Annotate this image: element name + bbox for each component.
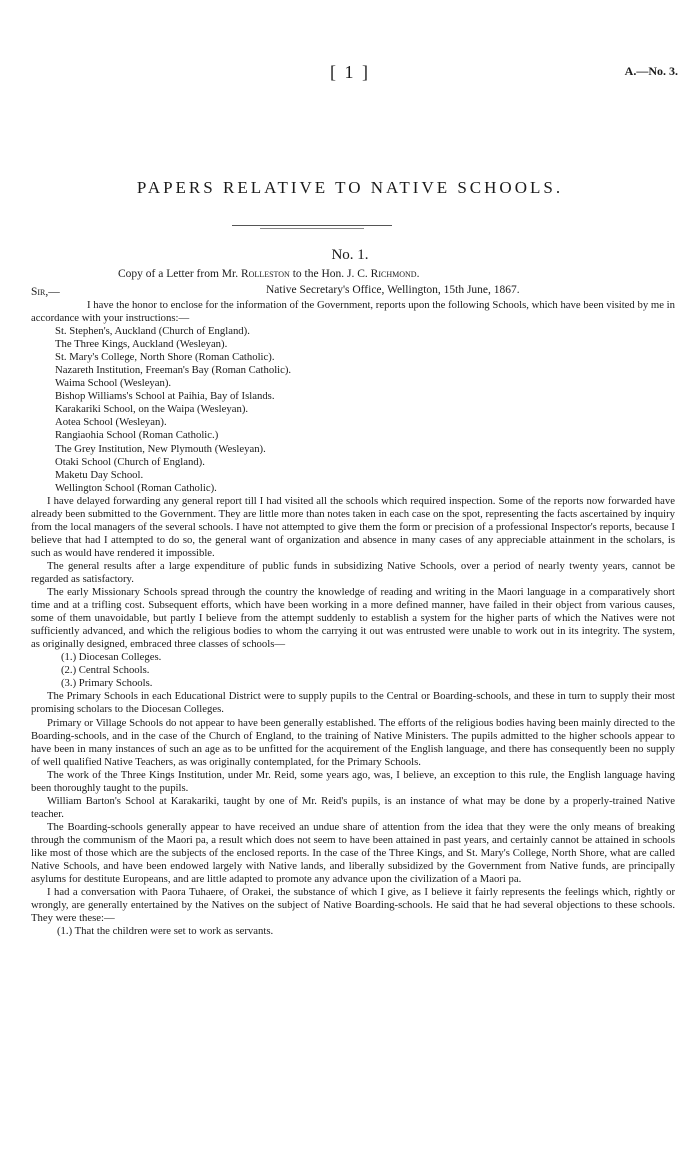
paragraph: Primary or Village Schools do not appear to have been generally established. The efforts of the religious bodies having been mainly directed to the Boarding-schools, and in the case of the Church of England, to the training of Native Ministers. The pupils admitted to the higher schools appear to have been in many instances of such an age as to be unfitted for the acquirement of the English language, and there has consequently been no supply of well qualified Native Teachers, as was originally contemplated, for the Primary Schools. <box>31 716 675 768</box>
document-reference: A.—No. 3. <box>624 64 678 78</box>
list-item: (1.) Diocesan Colleges. <box>61 651 162 664</box>
objection-list <box>31 925 675 938</box>
paragraph: I have the honor to enclose for the information of the Government, reports upon the following Schools, which have been visited by me in accordance with your instructions:— <box>31 299 675 325</box>
document-number: No. 1. <box>331 247 369 263</box>
list-item: The Grey Institution, New Plymouth (Wesleyan). <box>55 442 266 455</box>
letter-to-name: Richmond <box>370 268 417 280</box>
school-class-list <box>31 651 675 690</box>
letter-from-name: Rolleston <box>240 268 290 280</box>
list-item: St. Stephen's, Auckland (Church of England). <box>55 325 250 338</box>
paragraph: I have delayed forwarding any general report till I had visited all the schools which required inspection. Some of the reports now forwarded have already been submitted to the Government. They are little more than notes taken in each case on the spot, representing the facts ascertained by inquiry from the local managers of the several schools. I have not attempted to give them the form or precision of a professional Inspector's reports, because I believe that had I attempted to do so, the general want of organization and absence in many cases of any appreciable attainment in the scholars, is such as would have rendered it impossible. <box>31 494 675 559</box>
list-item: Karakariki School, on the Waipa (Wesleyan). <box>55 403 249 416</box>
list-item: Bishop Williams's School at Paihia, Bay of Islands. <box>55 390 275 403</box>
page-number: [ 1 ] <box>330 62 370 82</box>
letter-title-prefix: Copy of a Letter from Mr. <box>118 268 241 280</box>
paragraph: William Barton's School at Karakariki, taught by one of Mr. Reid's pupils, is an instance of what may be done by a properly-trained Native teacher. <box>31 794 675 820</box>
main-title: PAPERS RELATIVE TO NATIVE SCHOOLS. <box>136 178 564 197</box>
list-item: Maketu Day School. <box>55 468 144 481</box>
paragraph: I had a conversation with Paora Tuhaere, of Orakei, the substance of which I give, as I believe it fairly represents the feelings which, rightly or wrongly, are generally entertained by the Natives on the subject of Native Boarding-schools. He said that he had several objections to these schools. They were these:— <box>31 886 675 925</box>
letter-title-mid: to the Hon. J. C. <box>289 268 371 280</box>
dateline: Native Secretary's Office, Wellington, 15th June, 1867. <box>266 284 520 296</box>
paragraph: The Primary Schools in each Educational District were to supply pupils to the Central or Boarding-schools, and these in turn to supply their most promising scholars to the Diocesan Colleges. <box>31 690 675 716</box>
list-item: Otaki School (Church of England). <box>55 455 205 468</box>
paragraph: The general results after a large expenditure of public funds in subsidizing Native Schools, over a period of nearly twenty years, cannot be regarded as satisfactory. <box>31 559 675 585</box>
letter-body <box>31 299 675 938</box>
letter-title-suffix: . <box>416 268 420 280</box>
list-item: (2.) Central Schools. <box>61 664 150 677</box>
list-item: Rangiaohia School (Roman Catholic.) <box>55 429 219 442</box>
list-item: (1.) That the children were set to work as servants. <box>57 925 274 938</box>
title-rule <box>232 225 392 226</box>
title-rule-inner <box>260 228 364 229</box>
school-list <box>31 325 675 495</box>
list-item: Waima School (Wesleyan). <box>55 377 172 390</box>
list-item: (3.) Primary Schools. <box>61 677 153 690</box>
list-item: The Three Kings, Auckland (Wesleyan). <box>55 338 228 351</box>
paragraph: The work of the Three Kings Institution, under Mr. Reid, some years ago, was, I believe, an exception to this rule, the English language having been thoroughly taught to the pupils. <box>31 768 675 794</box>
list-item: Wellington School (Roman Catholic). <box>55 481 217 494</box>
salutation: Sir,— <box>31 286 60 298</box>
letter-title <box>118 268 419 280</box>
list-item: Nazareth Institution, Freeman's Bay (Roman Catholic). <box>55 364 292 377</box>
paragraph: The Boarding-schools generally appear to have received an undue share of attention from the idea that they were the only means of breaking through the communism of the Maori pa, a result which does not seem to have been attained in past years, and certainly cannot be attained in schools like most of those which are the subjects of the enclosed reports. In the case of the Three Kings, and St. Mary's College, North Shore, what are called Native Schools, and have been endowed largely with Native lands, and liberally subsidized by the Government from Native funds, are principally asylums for destitute Europeans, and are little adapted to promote any advance upon the civilization of a Maori pa. <box>31 820 675 886</box>
paragraph: The early Missionary Schools spread through the country the knowledge of reading and writing in the Maori language in a comparatively short time and at a trifling cost. Subsequent efforts, which have been working in a more defined manner, have failed in their object from various causes, some of them unavoidable, but partly I believe from the attempt suddenly to establish a system for the higher parts of which the Natives were not sufficiently advanced, and which the religious bodies to whom the carrying it out was entrusted were unable to work out in its integrity. The system, as originally designed, embraced three classes of schools— <box>31 586 675 651</box>
list-item: St. Mary's College, North Shore (Roman Catholic). <box>55 351 275 364</box>
list-item: Aotea School (Wesleyan). <box>55 416 167 429</box>
